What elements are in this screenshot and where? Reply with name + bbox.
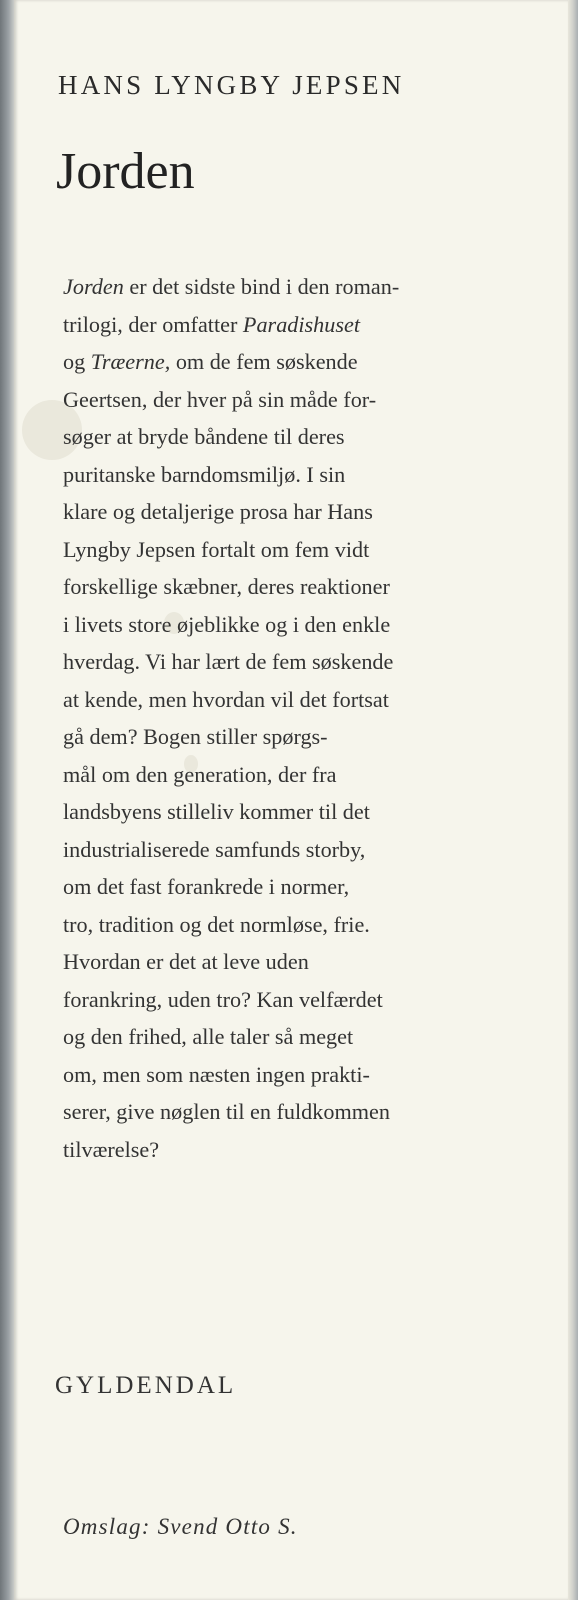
blurb-text-run: Geertsen, der hver på sin måde for-	[63, 386, 377, 412]
blurb-text-run: at kende, men hvordan vil det fortsat	[63, 686, 389, 712]
blurb-line	[63, 1018, 533, 1056]
blurb-line	[63, 268, 533, 306]
blurb-text-run: er det sidste bind i den roman-	[123, 274, 400, 299]
blurb-text-run: trilogi, der omfatter	[63, 311, 243, 337]
blurb-text-run: hverdag. Vi har lært de fem søskende	[63, 649, 394, 674]
book-title: Jorden	[56, 143, 195, 200]
blurb-text-run: om de fem søskende	[170, 349, 358, 374]
blurb-line	[63, 306, 533, 344]
blurb-line	[63, 531, 533, 569]
blurb-text-run: Lyngby Jepsen fortalt om fem vidt	[63, 536, 370, 562]
blurb-line	[63, 718, 533, 756]
blurb-line	[63, 456, 533, 494]
blurb-line	[63, 568, 533, 606]
blurb-line	[63, 1093, 533, 1131]
blurb-text-run: om, men som næsten ingen prakti-	[63, 1061, 370, 1087]
blurb-line	[63, 831, 533, 869]
blurb-text	[63, 268, 533, 1168]
blurb-text-run: tro, tradition og det normløse, frie.	[63, 911, 370, 937]
blurb-line	[63, 793, 533, 831]
blurb-line	[63, 1131, 533, 1169]
blurb-line	[63, 906, 533, 944]
cover-edge-left	[0, 0, 14, 1600]
blurb-text-run: Hvordan er det at leve uden	[63, 949, 309, 974]
blurb-text-run: landsbyens stilleliv kommer til det	[63, 799, 370, 824]
blurb-text-run: og	[63, 349, 91, 374]
blurb-text-run: serer, give nøglen til en fuldkommen	[63, 1099, 390, 1124]
blurb-text-run: klare og detaljerige prosa har Hans	[63, 499, 373, 524]
blurb-line	[63, 643, 533, 681]
blurb-line	[63, 493, 533, 531]
blurb-text-run: gå dem? Bogen stiller spørgs-	[63, 724, 328, 749]
blurb-line	[63, 981, 533, 1019]
blurb-line	[63, 681, 533, 719]
blurb-line	[63, 943, 533, 981]
blurb-text-run: søger at bryde båndene til deres	[63, 424, 345, 449]
blurb-text-run: om det fast forankrede i normer,	[63, 874, 350, 899]
cover-credit: Omslag: Svend Otto S.	[63, 1514, 298, 1539]
blurb-line	[63, 418, 533, 456]
blurb-text-run: tilværelse?	[63, 1136, 160, 1162]
publisher-name: GYLDENDAL	[55, 1372, 237, 1399]
blurb-text-run: forskellige skæbner, deres reaktioner	[63, 574, 390, 599]
blurb-italic-title: Jorden	[63, 274, 124, 299]
blurb-italic-title: Paradishuset	[242, 311, 361, 337]
cover-edge-right	[568, 0, 578, 1600]
blurb-text-run: i livets store øjeblikke og i den enkle	[63, 611, 391, 637]
author-name: HANS LYNGBY JEPSEN	[58, 70, 405, 100]
blurb-line	[63, 756, 533, 794]
blurb-text-run: og den frihed, alle taler så meget	[63, 1024, 354, 1049]
blurb-line	[63, 381, 533, 419]
blurb-line	[63, 868, 533, 906]
blurb-line	[63, 1056, 533, 1094]
blurb-text-run: industrialiserede samfunds storby,	[63, 836, 366, 862]
blurb-text-run: mål om den generation, der fra	[63, 761, 337, 787]
blurb-line	[63, 606, 533, 644]
blurb-line	[63, 343, 533, 381]
blurb-text-run: puritanske barndomsmiljø. I sin	[63, 461, 346, 487]
blurb-italic-title: Træerne,	[90, 349, 171, 374]
blurb-text-run: forankring, uden tro? Kan velfærdet	[63, 986, 383, 1012]
